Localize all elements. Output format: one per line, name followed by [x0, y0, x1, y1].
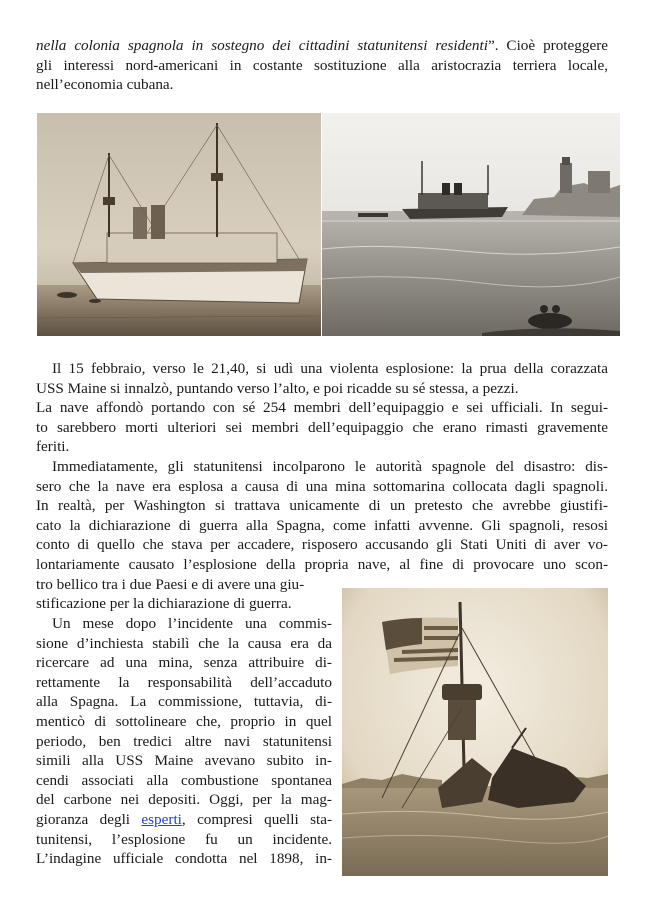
p3-line2: sero che la nave era esplosa a causa di una mina sottomarina collocata dagli spagnoli.	[36, 477, 608, 495]
paragraph-casualties	[36, 398, 608, 457]
intro-quote-italic: nella colonia spagnola in sostegno dei cittadini statunitensi residenti	[36, 37, 488, 54]
p4-link-post: , compresi quelli sta-	[181, 810, 332, 828]
p4-line1: Un mese dopo l’incidente una commis-	[52, 615, 332, 632]
p4-line13: L’indagine ufficiale condotta nel 1898, in-	[36, 850, 332, 868]
p4-line5: alla Spagna. La commissione, tuttavia, di-	[36, 693, 332, 711]
p4-line11	[36, 810, 332, 830]
p3-line1: Immediatamente, gli statunitensi incolparono le autorità spagnole del disastro: dis-	[52, 458, 608, 475]
p2-line2: to sarebbero morti ulteriori sei membri dell’equipaggio che erano rimasti gravemente	[36, 418, 608, 436]
p3-line3: In realtà, per Washington si trattava unicamente di un pretesto che avrebbe giustifi-	[36, 497, 608, 515]
paragraph-inquiry	[36, 614, 332, 869]
p2-line1: La nave affondò portando con sé 254 membri dell’equipaggio e sei ufficiali. In segui-	[36, 399, 608, 416]
p3-line7: tro bellico tra i due Paesi e di avere una giu-	[36, 575, 305, 593]
p4-line9: cendi associati alla combustione spontanea	[36, 771, 332, 789]
p4-line3: ricercare ad una mina, senza attribuire di-	[36, 654, 332, 672]
havana-harbour-photo	[322, 113, 620, 336]
paragraph-explosion	[36, 359, 608, 398]
intro-line3: nell’economia cubana.	[36, 76, 174, 94]
p1-line2: USS Maine si innalzò, puntando verso l’alto, e poi ricadde su sé stessa, a pezzi.	[36, 379, 519, 397]
p3-line6: lontariamente causato l’esplosione della propria nave, al fine di provocare uno scon-	[36, 555, 608, 573]
intro-paragraph	[36, 36, 608, 95]
p4-line4: rettamente la responsabilità dell’accaduto	[36, 673, 332, 691]
p1-line1: Il 15 febbraio, verso le 21,40, si udì una violenta esplosione: la prua della corazzata	[52, 360, 608, 377]
p3-line5: conto di quello che stava per accadere, risposero accusando gli Stati Uniti di aver vo-	[36, 536, 608, 554]
intro-line2: gli interessi nord-americani in costante sostituzione alla aristocrazia terriera locale,	[36, 56, 608, 74]
p4-line2: sione d’inchiesta stabilì che la causa era da	[36, 634, 332, 652]
p3-line4: cato la dichiarazione di guerra alla Spagna, come infatti avvenne. Gli spagnoli, resosi	[36, 516, 608, 534]
p4-line12: tunitensi, l’esplosione fu un incidente.	[36, 830, 332, 848]
p3-line8: stificazione per la dichiarazione di guerra.	[36, 595, 292, 613]
intro-line1-tail: ”. Cioè proteggere	[487, 37, 608, 54]
p4-line7: periodo, ben tredici altre navi statunitensi	[36, 732, 332, 750]
p4-line6: menticò di sottolineare che, proprio in quel	[36, 712, 332, 730]
p2-line3: feriti.	[36, 438, 70, 456]
p4-line8: simili alla USS Maine avevano subito in-	[36, 752, 332, 770]
esperti-link[interactable]: esperti	[141, 810, 182, 828]
flag-icon	[382, 618, 458, 675]
p4-line10: del carbone nei depositi. Oggi, per la mag-	[36, 791, 332, 809]
uss-maine-ship-photo	[37, 113, 321, 336]
p4-link-pre: gioranza degli	[36, 810, 142, 828]
uss-maine-wreck-photo	[342, 588, 608, 876]
